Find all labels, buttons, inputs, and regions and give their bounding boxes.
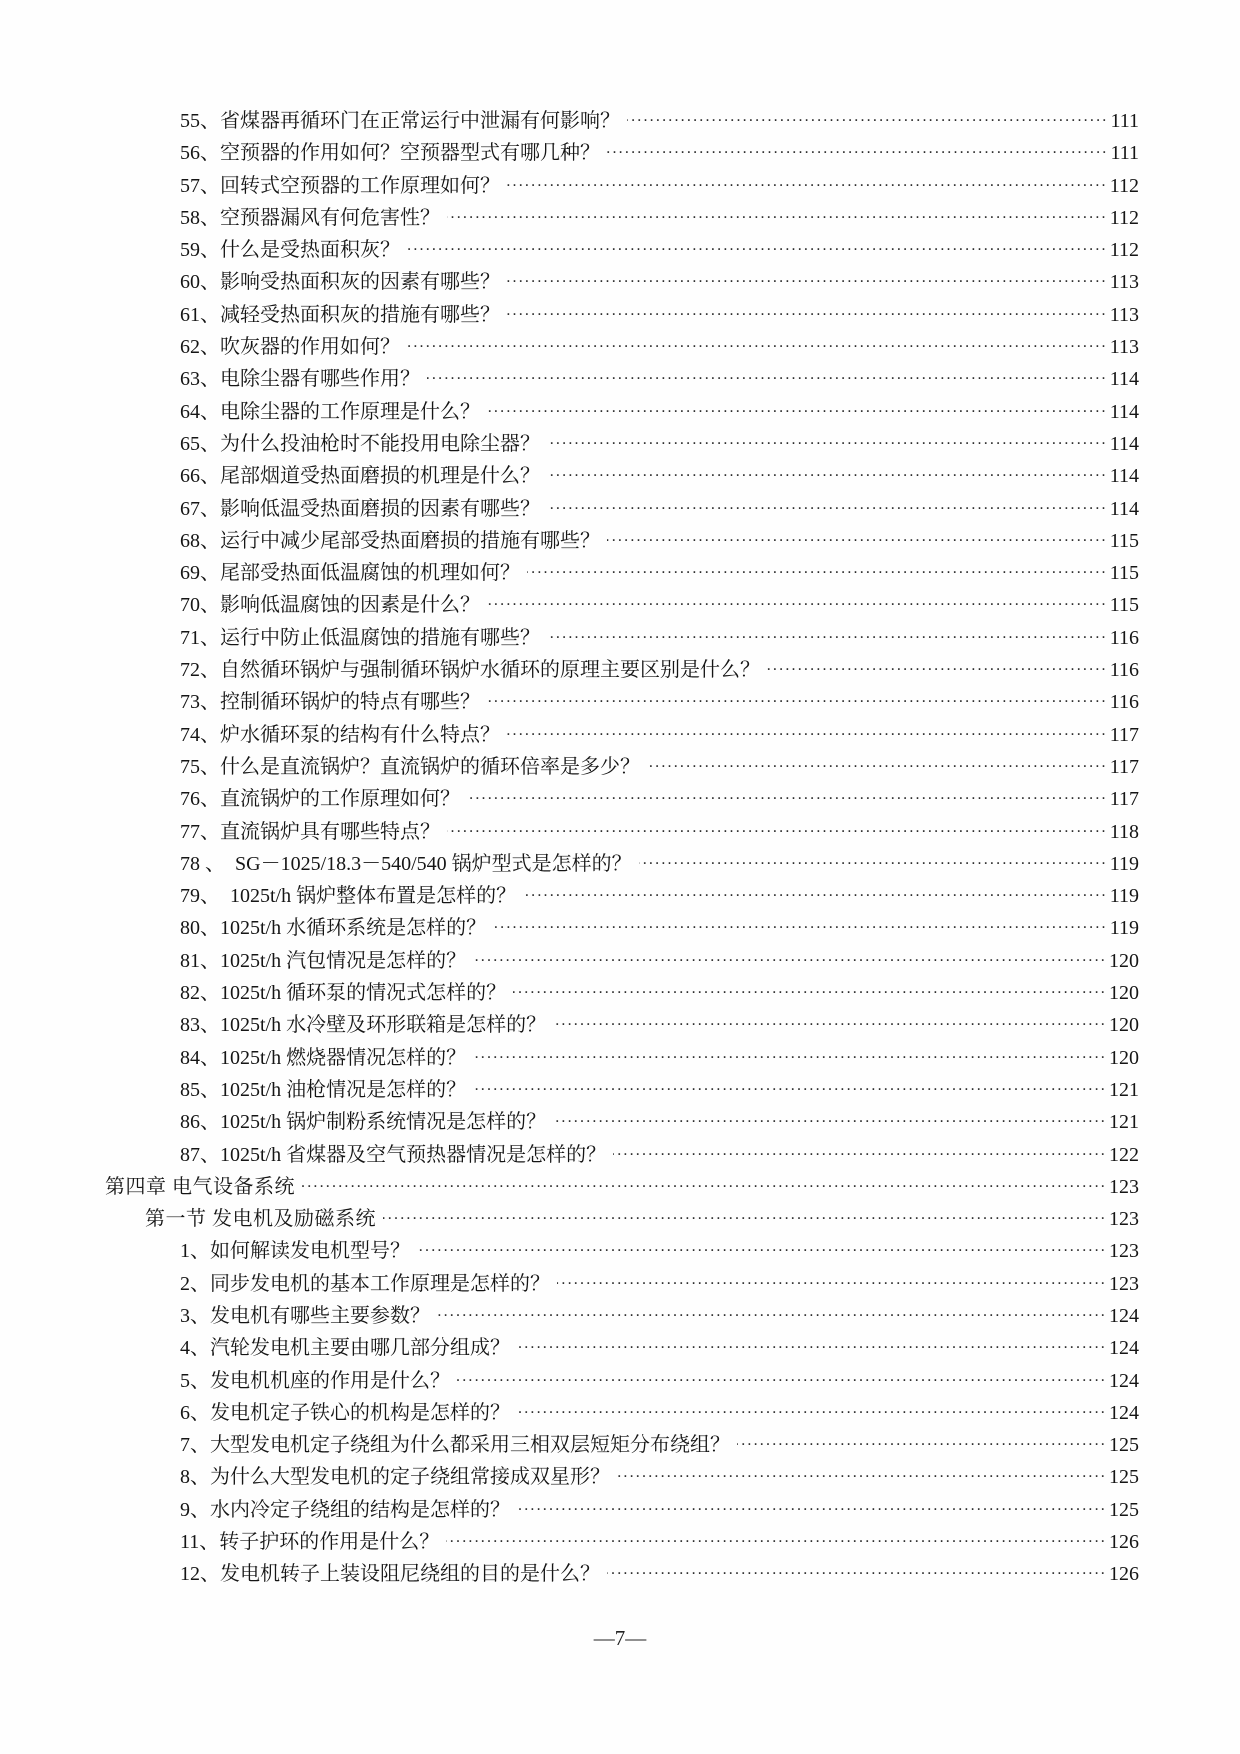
toc-entry-label: 68、运行中减少尾部受热面磨损的措施有哪些？ <box>180 529 600 552</box>
dot-leader <box>527 555 1108 579</box>
toc-page-number: 113 <box>1109 271 1139 294</box>
toc-page-number: 123 <box>1109 1240 1139 1263</box>
toc-entry-label: 2、同步发电机的基本工作原理是怎样的？ <box>180 1272 550 1295</box>
dot-leader <box>487 587 1108 611</box>
toc-page-number: 113 <box>1109 336 1139 359</box>
dot-leader <box>613 1137 1107 1161</box>
toc-row <box>105 620 1139 652</box>
toc-entry-label: 80、1025t/h 水循环系统是怎样的？ <box>180 917 487 940</box>
toc-entry-label: 64、电除尘器的工作原理是什么？ <box>180 400 480 423</box>
toc-row <box>105 458 1139 490</box>
toc-page-number: 114 <box>1109 497 1139 520</box>
dot-leader <box>547 458 1108 482</box>
dot-leader <box>457 1363 1107 1387</box>
toc-row <box>105 1104 1139 1136</box>
toc-row <box>105 975 1139 1007</box>
toc-row <box>105 846 1139 878</box>
toc-page-number: 124 <box>1109 1369 1139 1392</box>
dot-leader <box>553 1104 1107 1128</box>
toc-entry-label: 5、发电机机座的作用是什么？ <box>180 1369 450 1392</box>
toc-entry-label: 86、1025t/h 锅炉制粉系统情况是怎样的？ <box>180 1111 547 1134</box>
toc-entry-label: 79、 1025t/h 锅炉整体布置是怎样的？ <box>180 885 517 908</box>
toc-row <box>105 394 1139 426</box>
dot-leader <box>647 749 1108 773</box>
dot-leader <box>547 491 1108 515</box>
toc-row <box>105 361 1139 393</box>
dot-leader <box>607 135 1108 159</box>
toc-row <box>105 1040 1139 1072</box>
dot-leader <box>302 1169 1107 1193</box>
toc-page-number: 117 <box>1109 788 1139 811</box>
toc-entry-label: 4、汽轮发电机主要由哪几部分组成？ <box>180 1337 510 1360</box>
footer-page-number: —7— <box>593 1626 647 1650</box>
dot-leader <box>553 1007 1107 1031</box>
dot-leader <box>447 814 1108 838</box>
toc-row <box>105 264 1139 296</box>
toc-page-number: 120 <box>1109 982 1139 1005</box>
toc-entry-label: 66、尾部烟道受热面磨损的机理是什么？ <box>180 465 540 488</box>
toc-entry-label: 6、发电机定子铁心的机构是怎样的？ <box>180 1401 510 1424</box>
toc-page-number: 124 <box>1109 1401 1139 1424</box>
dot-leader <box>517 1492 1107 1516</box>
toc-entry-label: 3、发电机有哪些主要参数？ <box>180 1304 430 1327</box>
dot-leader <box>517 1395 1107 1419</box>
toc-entry-label: 70、影响低温腐蚀的因素是什么？ <box>180 594 480 617</box>
toc-entry-label: 76、直流锅炉的工作原理如何？ <box>180 788 460 811</box>
toc-page-number: 120 <box>1109 1014 1139 1037</box>
dot-leader <box>473 1072 1107 1096</box>
toc-entry-label: 74、炉水循环泵的结构有什么特点？ <box>180 723 500 746</box>
toc-page-number: 123 <box>1109 1208 1139 1231</box>
toc-row <box>105 587 1139 619</box>
toc-page-number: 120 <box>1109 949 1139 972</box>
dot-leader <box>517 1330 1107 1354</box>
dot-leader <box>547 426 1108 450</box>
toc-row <box>105 1459 1139 1491</box>
dot-leader <box>493 910 1108 934</box>
toc-entry-label: 81、1025t/h 汽包情况是怎样的？ <box>180 949 467 972</box>
toc-entry-label: 1、如何解读发电机型号？ <box>180 1240 410 1263</box>
dot-leader <box>513 975 1107 999</box>
toc-entry-label: 65、为什么投油枪时不能投用电除尘器？ <box>180 432 540 455</box>
toc-entry-label: 55、省煤器再循环门在正常运行中泄漏有何影响？ <box>180 110 620 132</box>
dot-leader <box>767 652 1108 676</box>
toc-page-number: 119 <box>1109 852 1139 875</box>
toc-entry-label: 58、空预器漏风有何危害性？ <box>180 206 440 229</box>
toc-entry-label: 56、空预器的作用如何？空预器型式有哪几种？ <box>180 142 600 165</box>
toc-row <box>105 135 1139 167</box>
toc-entry-label: 63、电除尘器有哪些作用？ <box>180 368 420 391</box>
toc-page-number: 116 <box>1109 691 1139 714</box>
toc-row <box>105 1363 1139 1395</box>
toc-page-number: 112 <box>1109 206 1139 229</box>
dot-leader <box>607 1556 1107 1580</box>
toc-entry-label: 82、1025t/h 循环泵的情况式怎样的？ <box>180 982 507 1005</box>
toc-entry-label: 85、1025t/h 油枪情况是怎样的？ <box>180 1078 467 1101</box>
dot-leader <box>417 1233 1107 1257</box>
toc-row <box>105 1266 1139 1298</box>
dot-leader <box>473 1040 1107 1064</box>
toc-row <box>105 910 1139 942</box>
dot-leader <box>557 1266 1107 1290</box>
dot-leader <box>407 232 1108 256</box>
toc-row <box>105 103 1139 135</box>
toc-entry-label: 87、1025t/h 省煤器及空气预热器情况是怎样的？ <box>180 1143 607 1166</box>
dot-leader <box>427 361 1108 385</box>
toc-page-number: 115 <box>1109 529 1139 552</box>
toc-entry-label: 11、转子护环的作用是什么？ <box>180 1531 440 1554</box>
toc-row <box>105 555 1139 587</box>
dot-leader <box>627 103 1108 127</box>
toc-row <box>105 1330 1139 1362</box>
dot-leader <box>607 523 1108 547</box>
toc-row <box>105 1298 1139 1330</box>
toc-row <box>105 878 1139 910</box>
toc-entry-label: 61、减轻受热面积灰的措施有哪些？ <box>180 303 500 326</box>
toc-row <box>105 1169 1139 1201</box>
toc-page-number: 114 <box>1109 465 1139 488</box>
toc-entry-label: 67、影响低温受热面磨损的因素有哪些？ <box>180 497 540 520</box>
toc-page-number: 124 <box>1109 1304 1139 1327</box>
toc-row <box>105 523 1139 555</box>
dot-leader <box>437 1298 1107 1322</box>
toc-page-number: 115 <box>1109 562 1139 585</box>
toc-entry-label: 72、自然循环锅炉与强制循环锅炉水循环的原理主要区别是什么？ <box>180 659 760 682</box>
toc-row <box>105 1137 1139 1169</box>
toc-page-number: 113 <box>1109 303 1139 326</box>
toc-page-number: 114 <box>1109 368 1139 391</box>
dot-leader <box>383 1201 1107 1225</box>
toc-page-number: 112 <box>1109 239 1139 262</box>
toc-entry-label: 7、大型发电机定子绕组为什么都采用三相双层短矩分布绕组？ <box>180 1434 730 1457</box>
toc-page-number: 119 <box>1109 885 1139 908</box>
dot-leader <box>737 1427 1107 1451</box>
toc-row <box>105 329 1139 361</box>
toc-row <box>105 717 1139 749</box>
toc-entry-label: 59、什么是受热面积灰？ <box>180 239 400 262</box>
dot-leader <box>523 878 1108 902</box>
toc-page-number: 126 <box>1109 1563 1139 1586</box>
toc-entry-label: 78 、 SG－1025/18.3－540/540 锅炉型式是怎样的？ <box>180 852 632 875</box>
dot-leader <box>487 684 1108 708</box>
dot-leader <box>617 1459 1107 1483</box>
dot-leader <box>446 1524 1107 1548</box>
toc-page-number: 125 <box>1109 1434 1139 1457</box>
toc-page-number: 117 <box>1109 755 1139 778</box>
dot-leader <box>473 943 1107 967</box>
toc-page-number: 121 <box>1109 1078 1139 1101</box>
dot-leader <box>507 168 1108 192</box>
toc-page-number: 126 <box>1109 1531 1139 1554</box>
toc-row <box>105 1556 1139 1588</box>
dot-leader <box>547 620 1108 644</box>
toc-row <box>105 1524 1139 1556</box>
toc-page-number: 123 <box>1109 1175 1139 1198</box>
toc-entry-label: 9、水内冷定子绕组的结构是怎样的？ <box>180 1498 510 1521</box>
toc-row <box>105 200 1139 232</box>
toc-row <box>105 749 1139 781</box>
dot-leader <box>507 717 1108 741</box>
toc-row <box>105 297 1139 329</box>
dot-leader <box>507 264 1108 288</box>
toc-entry-label: 77、直流锅炉具有哪些特点？ <box>180 820 440 843</box>
toc-page-number: 111 <box>1110 142 1139 165</box>
toc-page-number: 125 <box>1109 1498 1139 1521</box>
toc-page-number: 118 <box>1109 820 1139 843</box>
toc-entry-label: 60、影响受热面积灰的因素有哪些？ <box>180 271 500 294</box>
toc-row <box>105 652 1139 684</box>
toc-page-number: 115 <box>1109 594 1139 617</box>
dot-leader <box>639 846 1108 870</box>
toc-row <box>105 1427 1139 1459</box>
toc-page-number: 124 <box>1109 1337 1139 1360</box>
toc-row <box>105 491 1139 523</box>
toc-entry-label: 第四章 电气设备系统 <box>105 1175 295 1198</box>
toc-entry-label: 83、1025t/h 水冷壁及环形联箱是怎样的？ <box>180 1014 547 1037</box>
toc-entry-label: 62、吹灰器的作用如何？ <box>180 336 400 359</box>
toc-page-number: 117 <box>1109 723 1139 746</box>
toc-entry-label: 71、运行中防止低温腐蚀的措施有哪些？ <box>180 626 540 649</box>
toc-entry-label: 第一节 发电机及励磁系统 <box>145 1208 376 1231</box>
toc-row <box>105 1233 1139 1265</box>
toc-page-number: 125 <box>1109 1466 1139 1489</box>
dot-leader <box>467 781 1108 805</box>
toc-page-number: 122 <box>1109 1143 1139 1166</box>
toc-entry-label: 73、控制循环锅炉的特点有哪些？ <box>180 691 480 714</box>
toc-page-number: 114 <box>1109 432 1139 455</box>
toc-page-number: 116 <box>1109 626 1139 649</box>
toc-row <box>105 1492 1139 1524</box>
toc-row <box>105 1007 1139 1039</box>
toc-entry-label: 8、为什么大型发电机的定子绕组常接成双星形？ <box>180 1466 610 1489</box>
toc-page-number: 123 <box>1109 1272 1139 1295</box>
toc-row <box>105 943 1139 975</box>
toc-entry-label: 57、回转式空预器的工作原理如何？ <box>180 174 500 197</box>
toc-row <box>105 684 1139 716</box>
toc-page-number: 111 <box>1110 110 1139 132</box>
toc-entry-label: 75、什么是直流锅炉？直流锅炉的循环倍率是多少？ <box>180 755 640 778</box>
dot-leader <box>507 297 1108 321</box>
toc-page-number: 119 <box>1109 917 1139 940</box>
toc-entry-label: 12、发电机转子上装设阻尼绕组的目的是什么？ <box>180 1563 600 1586</box>
toc-entry-label: 69、尾部受热面低温腐蚀的机理如何？ <box>180 562 520 585</box>
toc-row <box>105 426 1139 458</box>
table-of-contents <box>105 103 1139 1589</box>
toc-page-number: 114 <box>1109 400 1139 423</box>
toc-row <box>105 814 1139 846</box>
toc-page-number: 112 <box>1109 174 1139 197</box>
toc-page-number: 121 <box>1109 1111 1139 1134</box>
dot-leader <box>407 329 1108 353</box>
dot-leader <box>447 200 1108 224</box>
toc-row <box>105 781 1139 813</box>
toc-entry-label: 84、1025t/h 燃烧器情况怎样的？ <box>180 1046 467 1069</box>
toc-page-number: 120 <box>1109 1046 1139 1069</box>
toc-row <box>105 1201 1139 1233</box>
toc-row <box>105 1395 1139 1427</box>
page-footer <box>0 1626 1240 1651</box>
toc-row <box>105 1072 1139 1104</box>
toc-row <box>105 168 1139 200</box>
dot-leader <box>487 394 1108 418</box>
toc-row <box>105 232 1139 264</box>
toc-page-number: 116 <box>1109 659 1139 682</box>
